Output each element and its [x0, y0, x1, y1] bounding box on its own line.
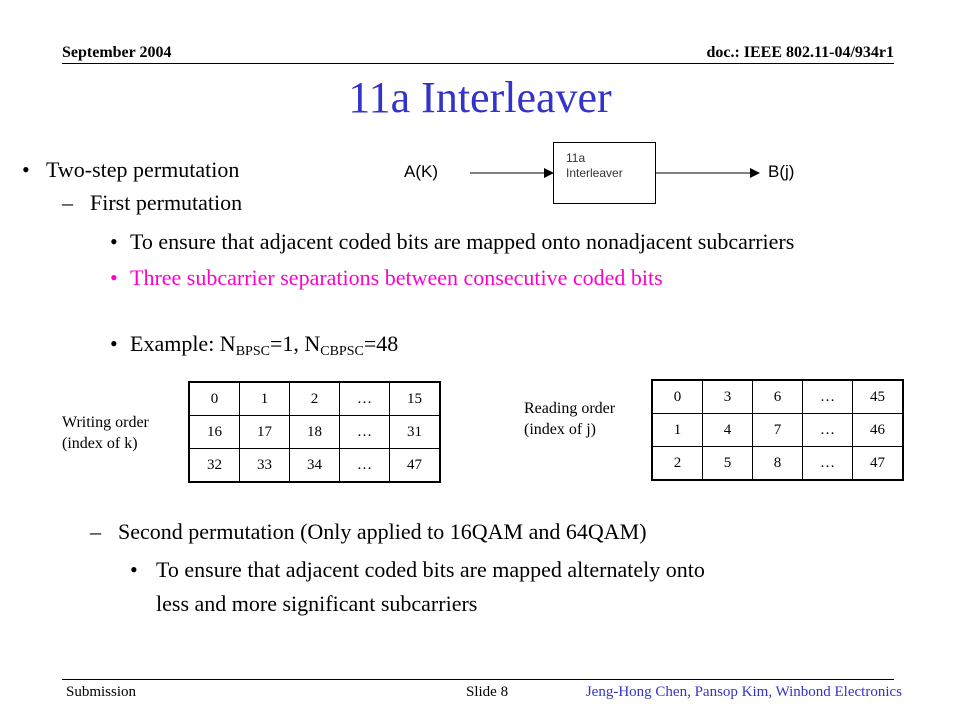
bullet-first-permutation: – First permutation — [62, 190, 243, 215]
writing-order-caption: Writing order (index of k) — [62, 414, 149, 452]
bullet-dot: • — [130, 557, 138, 582]
table-cell: 7 — [753, 414, 803, 447]
table-row — [189, 382, 440, 416]
dash-marker: – — [62, 190, 73, 215]
table-cell: 4 — [703, 414, 753, 447]
bullet-dot: • — [110, 265, 118, 290]
footer-rule — [62, 679, 894, 680]
reading-order-table — [651, 379, 904, 481]
table-cell: 33 — [240, 449, 290, 483]
table-cell: 32 — [189, 449, 240, 483]
table-cell: 8 — [753, 447, 803, 481]
table-cell: 6 — [753, 380, 803, 414]
footer-submission: Submission — [66, 684, 137, 700]
item-adjacent-nonadjacent: • To ensure that adjacent coded bits are mapped onto nonadjacent subcarriers — [110, 229, 795, 254]
diagram-output-arrow — [656, 166, 760, 180]
table-cell: 3 — [703, 380, 753, 414]
bullet-dot: • — [110, 331, 118, 356]
table-cell: 47 — [390, 449, 441, 483]
table-cell: 5 — [703, 447, 753, 481]
table-cell: 31 — [390, 416, 441, 449]
table-cell: 16 — [189, 416, 240, 449]
dash-marker: – — [90, 519, 101, 544]
table-cell: 47 — [853, 447, 904, 481]
table-cell: 0 — [189, 382, 240, 416]
table-cell: … — [803, 380, 853, 414]
table-cell: 1 — [240, 382, 290, 416]
table-cell: 1 — [652, 414, 703, 447]
footer-slide-number: Slide 8 — [466, 684, 509, 700]
diagram-box-line2: Interleaver — [566, 166, 623, 180]
item-alternately: • To ensure that adjacent coded bits are mapped alternately onto — [130, 557, 705, 582]
diagram-interleaver-box — [553, 142, 656, 204]
table-cell: … — [803, 414, 853, 447]
slide-title: 11a Interleaver — [348, 73, 612, 122]
header-rule — [62, 63, 894, 64]
table-cell: 46 — [853, 414, 904, 447]
table-cell: 2 — [652, 447, 703, 481]
writing-order-table — [188, 381, 441, 483]
table-cell: 18 — [290, 416, 340, 449]
item-alternately-continued: less and more significant subcarriers — [156, 591, 478, 616]
diagram-input-label: A(K) — [404, 162, 438, 181]
diagram-input-arrow — [470, 166, 554, 180]
header-date: September 2004 — [62, 44, 172, 61]
reading-order-caption: Reading order (index of j) — [524, 400, 616, 438]
table-cell: 17 — [240, 416, 290, 449]
table-row — [189, 449, 440, 483]
table-row — [652, 380, 903, 414]
table-cell: … — [803, 447, 853, 481]
header-doc-id: doc.: IEEE 802.11-04/934r1 — [706, 44, 894, 61]
table-row — [652, 414, 903, 447]
bullet-second-permutation: – Second permutation (Only applied to 16QAM and 64QAM) — [90, 519, 647, 544]
table-cell: 45 — [853, 380, 904, 414]
diagram-box-line1: 11a — [566, 151, 586, 165]
table-row — [189, 416, 440, 449]
bullet-dot: • — [22, 157, 30, 182]
item-example: • Example: $N_{BPSC}=1$, $N_{CBPSC}=48$ — [110, 331, 399, 359]
bullet-dot: • — [110, 229, 118, 254]
table-cell: … — [340, 416, 390, 449]
table-cell: … — [340, 449, 390, 483]
item-three-separations: • Three subcarrier separations between consecutive coded bits — [110, 265, 663, 290]
table-row — [652, 447, 903, 481]
table-cell: … — [340, 382, 390, 416]
table-cell: 15 — [390, 382, 441, 416]
diagram-output-label: B(j) — [768, 162, 795, 181]
table-cell: 2 — [290, 382, 340, 416]
table-cell: 34 — [290, 449, 340, 483]
footer-authors: Jeng-Hong Chen, Pansop Kim, Winbond Electronics — [585, 684, 902, 700]
table-cell: 0 — [652, 380, 703, 414]
bullet-two-step: • Two-step permutation — [22, 157, 240, 182]
